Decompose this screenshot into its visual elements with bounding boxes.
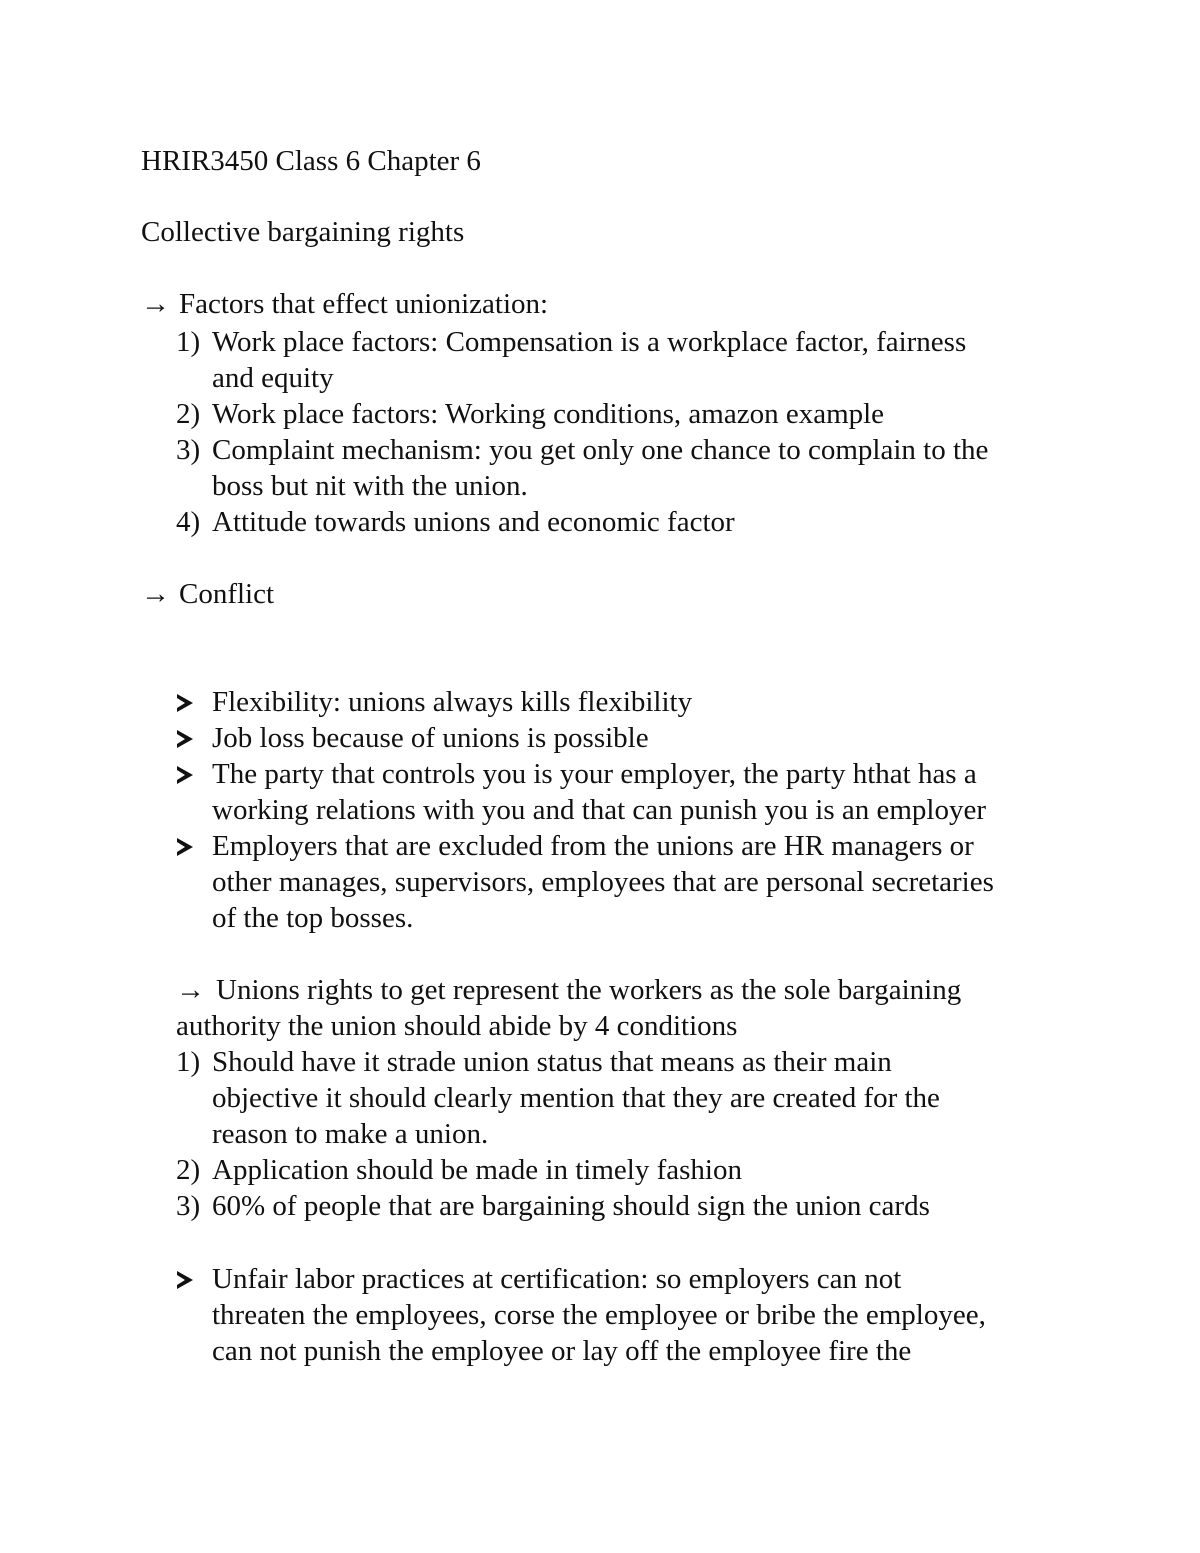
arrowhead-bullet-icon — [176, 828, 206, 864]
arrow-right-icon: → — [141, 288, 170, 320]
list-number: 1) — [176, 326, 201, 358]
section-heading-conflict — [141, 576, 274, 612]
list-item-text: reason to make a union. — [212, 1118, 489, 1150]
section-heading-continuation: authority the union should abide by 4 conditions — [176, 1010, 738, 1042]
bullet-text: The party that controls you is your employer, the party hthat has a — [212, 758, 977, 790]
arrowhead-bullet-icon — [176, 684, 206, 720]
bullet-text: Flexibility: unions always kills flexibility — [212, 686, 693, 718]
list-item-text: Application should be made in timely fashion — [212, 1154, 742, 1186]
section-heading-text: Unions rights to get represent the workers as the sole bargaining — [216, 974, 962, 1006]
arrowhead-bullet-icon — [176, 1261, 206, 1297]
arrow-right-icon: → — [141, 578, 170, 610]
list-item-text: Complaint mechanism: you get only one chance to complain to the — [212, 434, 989, 466]
list-item-text: Work place factors: Working conditions, amazon example — [212, 398, 885, 430]
list-item-text: objective it should clearly mention that they are created for the — [212, 1082, 940, 1114]
bullet-text: Unfair labor practices at certification: so employers can not — [212, 1263, 902, 1295]
bullet-text: Job loss because of unions is possible — [212, 722, 649, 754]
list-number: 2) — [176, 398, 201, 430]
list-number: 1) — [176, 1046, 201, 1078]
arrow-right-icon: → — [176, 974, 205, 1006]
page-subtitle: Collective bargaining rights — [141, 216, 465, 248]
bullet-text: can not punish the employee or lay off the employee fire the — [212, 1335, 912, 1367]
list-item-text: and equity — [212, 362, 334, 394]
list-number: 4) — [176, 506, 201, 538]
list-number: 3) — [176, 1190, 201, 1222]
arrowhead-bullet-icon — [176, 756, 206, 792]
section-heading-text: Factors that effect unionization: — [179, 288, 549, 320]
list-item-text: 60% of people that are bargaining should sign the union cards — [212, 1190, 930, 1222]
section-heading-union-rights — [176, 972, 961, 1008]
bullet-text: other manages, supervisors, employees that are personal secretaries — [212, 866, 994, 898]
list-item-text: Work place factors: Compensation is a workplace factor, fairness — [212, 326, 967, 358]
list-number: 3) — [176, 434, 201, 466]
list-item-text: Attitude towards unions and economic factor — [212, 506, 735, 538]
arrowhead-bullet-icon — [176, 720, 206, 756]
bullet-text: Employers that are excluded from the unions are HR managers or — [212, 830, 974, 862]
bullet-text: of the top bosses. — [212, 902, 414, 934]
list-item-text: boss but nit with the union. — [212, 470, 528, 502]
list-number: 2) — [176, 1154, 201, 1186]
section-heading-text: Conflict — [179, 578, 275, 610]
bullet-text: working relations with you and that can punish you is an employer — [212, 794, 986, 826]
page-title: HRIR3450 Class 6 Chapter 6 — [141, 145, 481, 177]
list-item-text: Should have it strade union status that means as their main — [212, 1046, 892, 1078]
bullet-text: threaten the employees, corse the employee or bribe the employee, — [212, 1299, 986, 1331]
section-heading-factors — [141, 286, 548, 322]
